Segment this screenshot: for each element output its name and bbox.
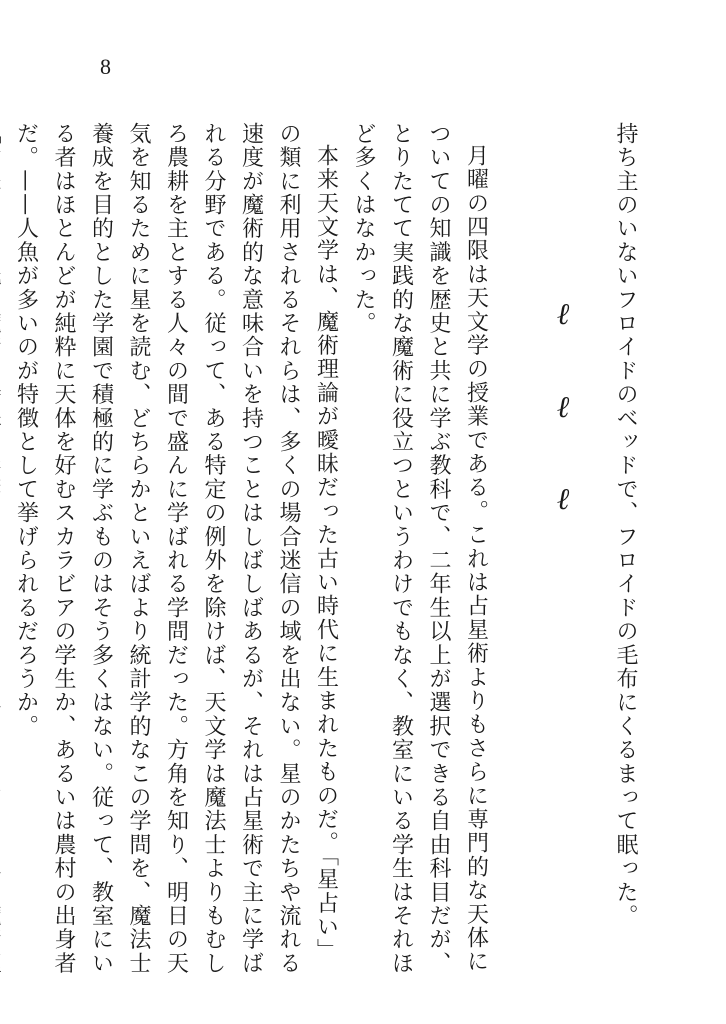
scene-break-mark: ℓ (556, 297, 570, 332)
scene-gap (495, 122, 607, 982)
paragraph: 本来天文学は、魔術理論が曖昧だった古い時代に生まれたものだ。「星占い」の類に利用されるそれらは、多くの場合迷信の域を出ない。星のかたちや流れる速度が魔術的な意味合いを持つことはしばしばあるが、それは占星術で主に学ばれる分野である。従って、ある特定の例外を除けば、天文学は魔法士よりもむしろ農耕を主とする人々の間で盛んに学ばれる学問だった。方角を知り、明日の天気を知るために星を読む、どちらかといえばより統計学的なこの学問を、魔法士養成を目的とした学園で積極的に学ぶものはそう多くはない。従って、教室にいる者はほとんどが純粋に天体を好むスカラビアの学生か、あるいは農村の出身者だ。——人魚が多いのが特徴として挙げられるだろうか。 (13, 122, 339, 976)
paragraph: 持ち主のいないフロイドのベッドで、フロイドの毛布にくるまって眠った。 (613, 122, 638, 928)
scene-break-mark: ℓ (556, 482, 570, 517)
page-number: 8 (100, 54, 111, 79)
paragraph (0, 122, 7, 982)
paragraph: 月曜の四限は天文学の授業である。これは占星術よりもさらに専門的な天体についての知識を歴史と共に学ぶ教科で、二年生以上が選択できる自由科目だが、とりたてて実践的な魔術に役立つというわけでもなく、教室にいる学生はそれほど多くはなかった。 (351, 122, 489, 976)
scene-break-mark: ℓ (556, 390, 570, 425)
vertical-text-body (0, 122, 644, 982)
